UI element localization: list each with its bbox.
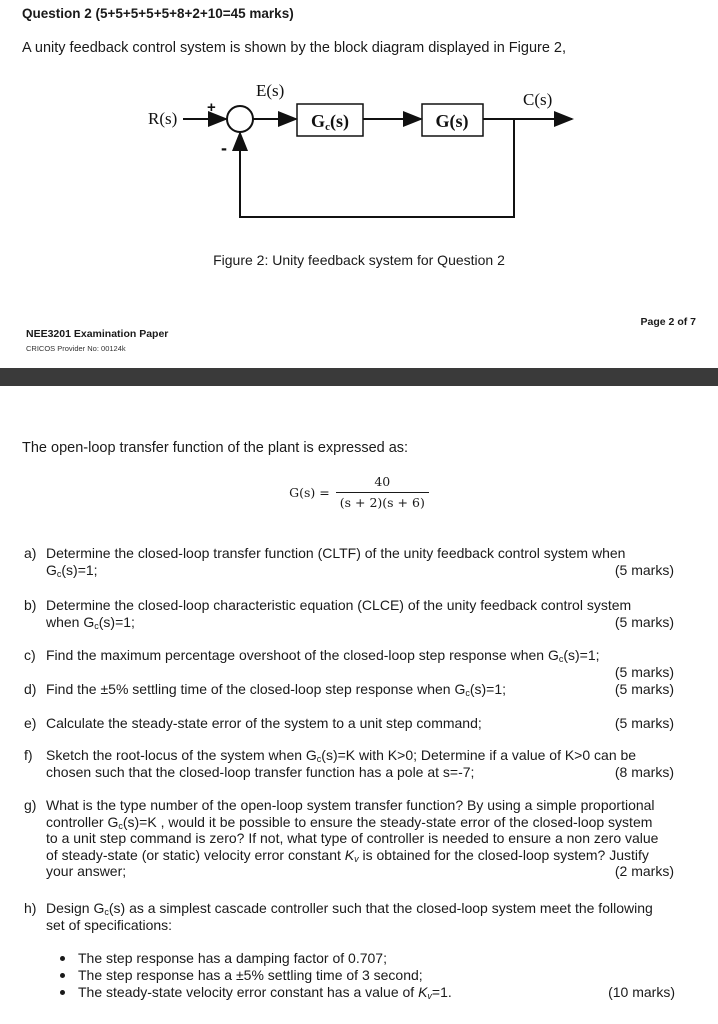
question-text: chosen such that the closed-loop transfer function has a pole at s=-7; xyxy=(46,763,475,780)
question-text: controller $G_c(s)=K$ , would it be possible to ensure the steady-state error of the closed-loop system xyxy=(46,813,653,831)
marks: (5 marks) xyxy=(614,663,674,680)
exam-paper-label: NEE3201 Examination Paper xyxy=(26,328,169,340)
question-text: to a unit step command is zero? If not, what type of controller is needed to ensure a non zero value xyxy=(46,830,659,846)
cricos-label: CRICOS Provider No: 00124k xyxy=(26,344,126,353)
question-text: of steady-state (or static) velocity error constant $K_v$ is obtained for the closed-loop system? Justify xyxy=(46,846,649,864)
marks: (8 marks) xyxy=(614,763,674,780)
c-label: C(s) xyxy=(523,90,553,109)
question-label: b) xyxy=(24,597,37,613)
equation-denominator: (s + 2)(s + 6) xyxy=(336,492,429,510)
page-number: Page 2 of 7 xyxy=(640,316,696,328)
question-text: set of specifications: xyxy=(46,916,173,933)
question-label: d) xyxy=(24,681,37,697)
list-item xyxy=(70,984,675,1001)
summing-junction xyxy=(227,106,253,132)
question-text: Design $G_c(s)$ as a simplest cascade controller such that the closed-loop system meet the following xyxy=(46,900,653,917)
figure-caption: Figure 2: Unity feedback system for Question 2 xyxy=(213,252,505,268)
page-break-bar xyxy=(0,368,718,386)
question-text: Determine the closed-loop characteristic equation (CLCE) of the unity feedback control system xyxy=(46,597,632,613)
list-item-text: The step response has a damping factor of 0.707; xyxy=(78,950,387,966)
transfer-function-equation xyxy=(0,474,718,510)
question-e xyxy=(24,715,674,732)
minus-sign: - xyxy=(221,138,227,158)
marks: (5 marks) xyxy=(614,715,674,731)
question-text: your answer; xyxy=(46,863,127,879)
question-a xyxy=(24,545,674,578)
list-item xyxy=(70,950,675,967)
equation-numerator: 40 xyxy=(374,474,391,489)
question-text: Find the maximum percentage overshoot of the closed-loop step response when $G_c(s)=1$; xyxy=(46,647,600,664)
question-d xyxy=(24,681,674,698)
question-label: f) xyxy=(24,747,33,763)
r-label: R(s) xyxy=(148,109,178,128)
list-item xyxy=(70,967,675,984)
marks: (5 marks) xyxy=(614,681,674,697)
question-c xyxy=(24,647,674,680)
question-label: e) xyxy=(24,715,37,731)
question-f xyxy=(24,747,674,780)
question-text: when $G_c(s)=1$; xyxy=(46,613,135,631)
question-g xyxy=(24,797,694,880)
feedback-path xyxy=(240,119,514,217)
question-text: $G_c(s)=1$; xyxy=(46,561,98,579)
question-text: Calculate the steady-state error of the system to a unit step command; xyxy=(46,715,482,731)
marks: (5 marks) xyxy=(614,561,674,578)
question-label: a) xyxy=(24,545,37,561)
question-text: Determine the closed-loop transfer function (CLTF) of the unity feedback control system when xyxy=(46,545,626,561)
question-label: c) xyxy=(24,647,36,663)
question-b xyxy=(24,597,674,630)
list-item-text: The step response has a ±5% settling time of 3 second; xyxy=(78,967,423,983)
marks: (2 marks) xyxy=(614,863,674,879)
question-h xyxy=(24,900,694,933)
marks: (10 marks) xyxy=(608,984,675,1000)
plus-sign: + xyxy=(207,99,216,116)
question-text: Sketch the root-locus of the system when $G_c(s)=K$ with K>0; Determine if a value of K>0 can be xyxy=(46,747,637,764)
equation-fraction xyxy=(336,474,429,510)
marks: (5 marks) xyxy=(614,613,674,630)
gc-block-label: Gc(s) xyxy=(311,111,349,133)
question-text: What is the type number of the open-loop system transfer function? By using a simple proportional xyxy=(46,797,655,813)
question-text: Find the ±5% settling time of the closed-loop step response when $G_c(s)=1$; xyxy=(46,681,507,698)
e-label: E(s) xyxy=(256,81,285,100)
list-item-text: The steady-state velocity error constant has a value of $K_v=1$. xyxy=(78,984,452,1001)
intro-text: A unity feedback control system is shown by the block diagram displayed in Figure 2, xyxy=(22,40,567,56)
specification-list xyxy=(70,950,675,1001)
question-title: Question 2 (5+5+5+5+5+8+2+10=45 marks) xyxy=(22,6,294,21)
open-loop-text: The open-loop transfer function of the plant is expressed as: xyxy=(22,440,409,456)
question-label: g) xyxy=(24,797,37,813)
equation-lhs: G(s) = xyxy=(289,484,330,500)
g-block-label: G(s) xyxy=(435,111,469,131)
question-label: h) xyxy=(24,900,37,916)
block-diagram xyxy=(0,72,718,247)
